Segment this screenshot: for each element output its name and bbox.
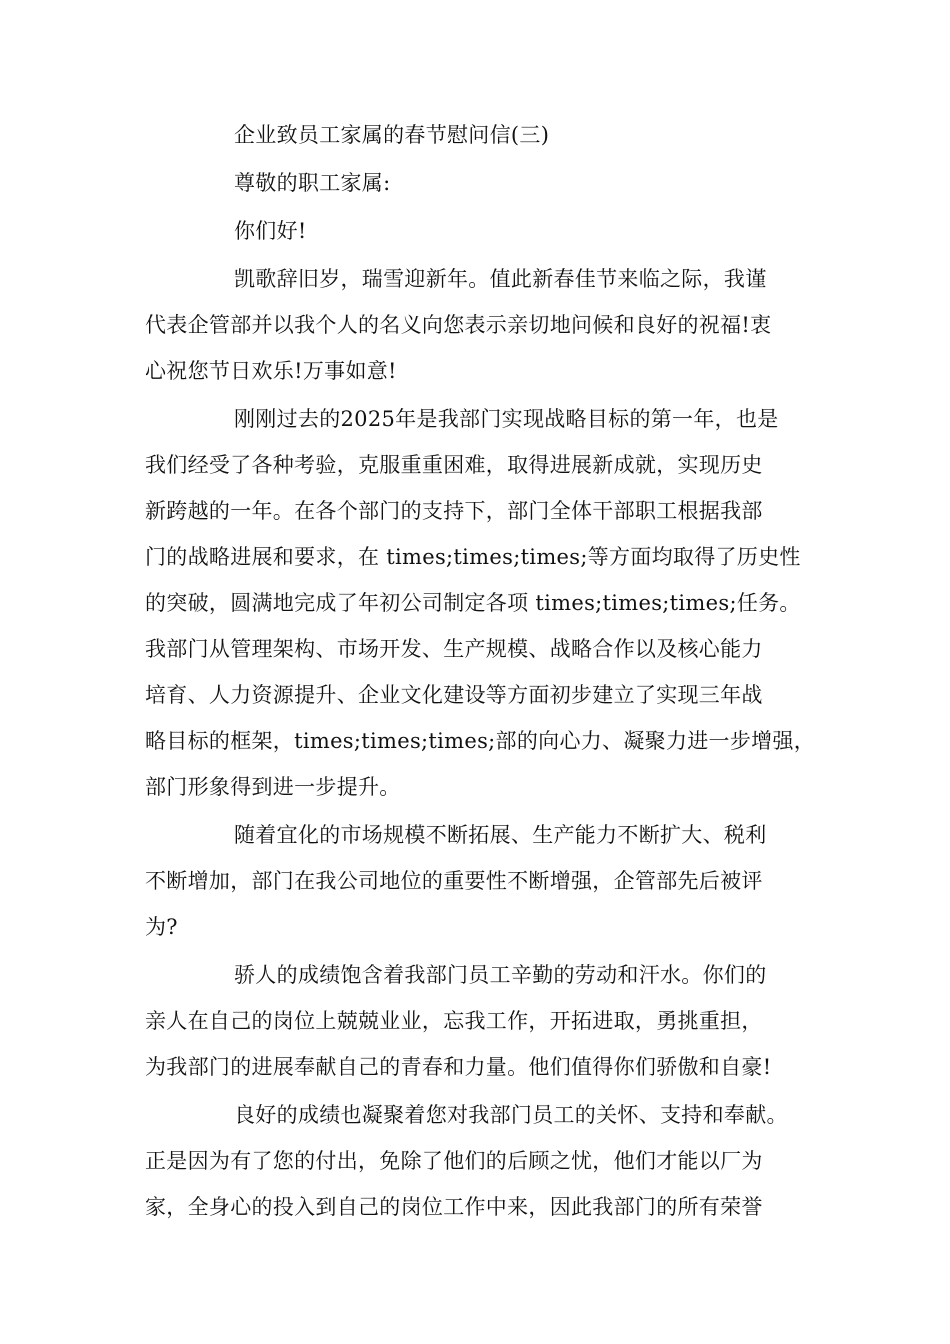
letter-title: 企业致员工家属的春节慰问信(三) bbox=[234, 123, 550, 147]
paragraph-line: 心祝您节日欢乐!万事如意! bbox=[145, 359, 397, 383]
salutation: 尊敬的职工家属: bbox=[234, 171, 391, 195]
paragraph-1 bbox=[145, 262, 825, 388]
paragraph-line: 略目标的框架，times;times;times;部的向心力、凝聚力进一步增强， bbox=[145, 729, 816, 753]
paragraph-line: 良好的成绩也凝聚着您对我部门员工的关怀、支持和奉献。 bbox=[234, 1103, 788, 1127]
paragraph-line: 凯歌辞旧岁，瑞雪迎新年。值此新春佳节来临之际，我谨 bbox=[234, 267, 767, 291]
paragraph-line: 随着宜化的市场规模不断拓展、生产能力不断扩大、税利 bbox=[234, 823, 767, 847]
paragraph-line: 骄人的成绩饱含着我部门员工辛勤的劳动和汗水。你们的 bbox=[234, 963, 767, 987]
paragraph-line: 门的战略进展和要求，在 times;times;times;等方面均取得了历史性 bbox=[145, 545, 801, 569]
letter-body bbox=[145, 118, 825, 1224]
paragraph-line: 我部门从管理架构、市场开发、生产规模、战略合作以及核心能力 bbox=[145, 637, 763, 661]
paragraph-line: 部门形象得到进一步提升。 bbox=[145, 775, 401, 799]
paragraph-4 bbox=[145, 958, 825, 1084]
paragraph-line: 不断增加，部门在我公司地位的重要性不断增强，企管部先后被评 bbox=[145, 869, 763, 893]
paragraph-line: 正是因为有了您的付出，免除了他们的后顾之忧，他们才能以厂为 bbox=[145, 1149, 763, 1173]
paragraph-line: 为我部门的进展奉献自己的青春和力量。他们值得你们骄傲和自豪! bbox=[145, 1055, 772, 1079]
paragraph-line: 我们经受了各种考验，克服重重困难，取得进展新成就，实现历史 bbox=[145, 453, 763, 477]
paragraph-line: 刚刚过去的2025年是我部门实现战略目标的第一年，也是 bbox=[234, 407, 779, 431]
paragraph-2 bbox=[145, 402, 825, 804]
paragraph-5 bbox=[145, 1098, 825, 1224]
paragraph-line: 为? bbox=[145, 915, 178, 939]
paragraph-3 bbox=[145, 818, 825, 944]
paragraph-line: 新跨越的一年。在各个部门的支持下，部门全体干部职工根据我部 bbox=[145, 499, 763, 523]
paragraph-line: 家，全身心的投入到自己的岗位工作中来，因此我部门的所有荣誉 bbox=[145, 1195, 763, 1219]
paragraph-line: 培育、人力资源提升、企业文化建设等方面初步建立了实现三年战 bbox=[145, 683, 763, 707]
paragraph-line: 代表企管部并以我个人的名义向您表示亲切地问候和良好的祝福!衷 bbox=[145, 313, 772, 337]
greeting: 你们好! bbox=[234, 219, 307, 243]
paragraph-line: 的突破，圆满地完成了年初公司制定各项 times;times;times;任务。 bbox=[145, 591, 801, 615]
paragraph-line: 亲人在自己的岗位上兢兢业业，忘我工作，开拓进取，勇挑重担， bbox=[145, 1009, 763, 1033]
